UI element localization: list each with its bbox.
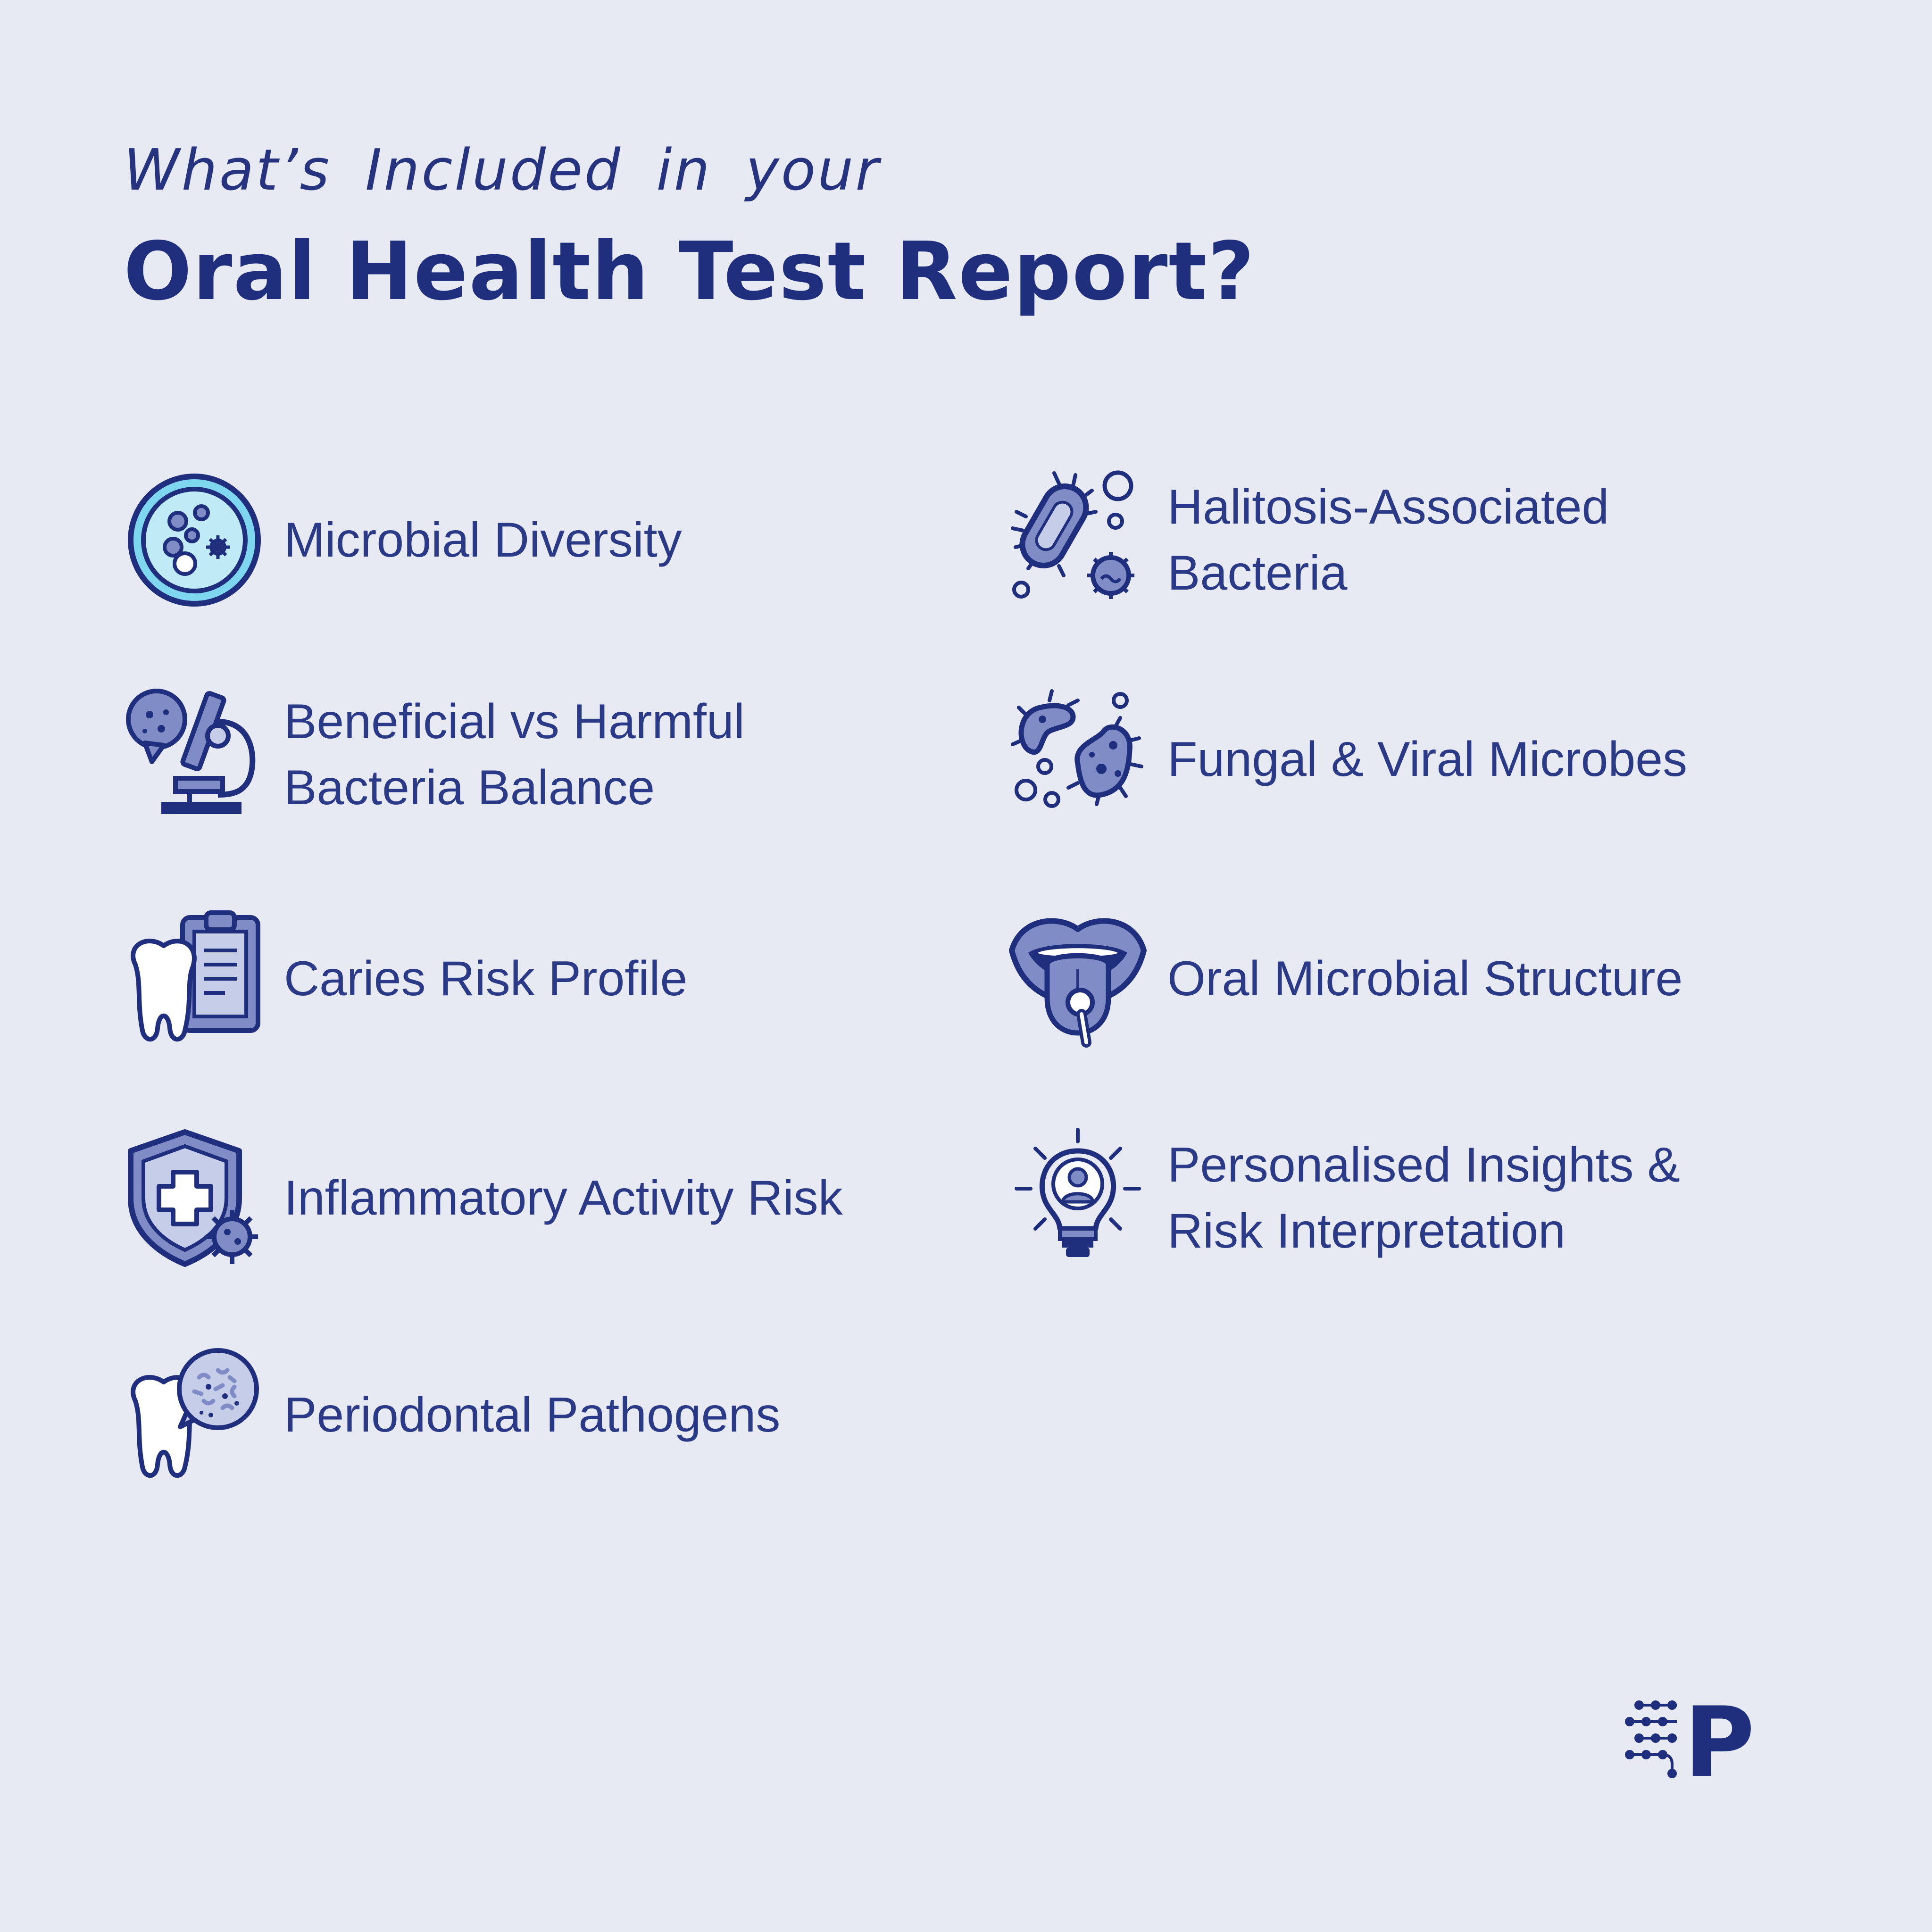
page-subtitle: What’s Included in your	[124, 138, 881, 203]
page-title: Oral Health Test Report?	[124, 225, 1256, 318]
feature-caries-risk	[124, 908, 687, 1049]
tooth-magnifier-icon	[124, 1344, 265, 1486]
lightbulb-person-icon	[1007, 1127, 1149, 1269]
feature-label: Periodontal Pathogens	[284, 1388, 781, 1442]
feature-inflammatory-risk	[124, 1127, 843, 1269]
feature-label: Personalised Insights & Risk Interpretation	[1167, 1138, 1680, 1258]
feature-label: Microbial Diversity	[284, 513, 682, 567]
feature-label: Fungal & Viral Microbes	[1167, 732, 1688, 787]
feature-label: Beneficial vs Harmful Bacteria Balance	[284, 694, 745, 815]
mouth-swab-icon	[1007, 908, 1149, 1049]
shield-virus-icon	[124, 1127, 265, 1269]
tooth-clipboard-icon	[124, 908, 265, 1049]
header	[124, 137, 1774, 320]
feature-label: Halitosis-Associated Bacteria	[1167, 480, 1609, 600]
svg-text:P: P	[1684, 1693, 1755, 1788]
microbes-icon	[1007, 689, 1149, 830]
feature-periodontal-pathogens	[124, 1344, 780, 1486]
feature-personalised-insights	[1007, 1127, 1680, 1269]
feature-halitosis-bacteria	[1007, 469, 1609, 611]
feature-oral-structure	[1007, 908, 1682, 1049]
brand-p-logo-icon	[1623, 1693, 1764, 1788]
feature-microbial-diversity	[124, 469, 682, 611]
feature-fungal-viral	[1007, 689, 1687, 830]
bacteria-bubbles-icon	[1007, 469, 1149, 611]
feature-label: Caries Risk Profile	[284, 951, 688, 1006]
feature-bacteria-balance	[124, 684, 745, 825]
microscope-icon	[124, 684, 265, 825]
feature-label: Inflammatory Activity Risk	[284, 1171, 843, 1225]
feature-label: Oral Microbial Structure	[1167, 951, 1683, 1006]
petri-dish-icon	[124, 469, 265, 611]
